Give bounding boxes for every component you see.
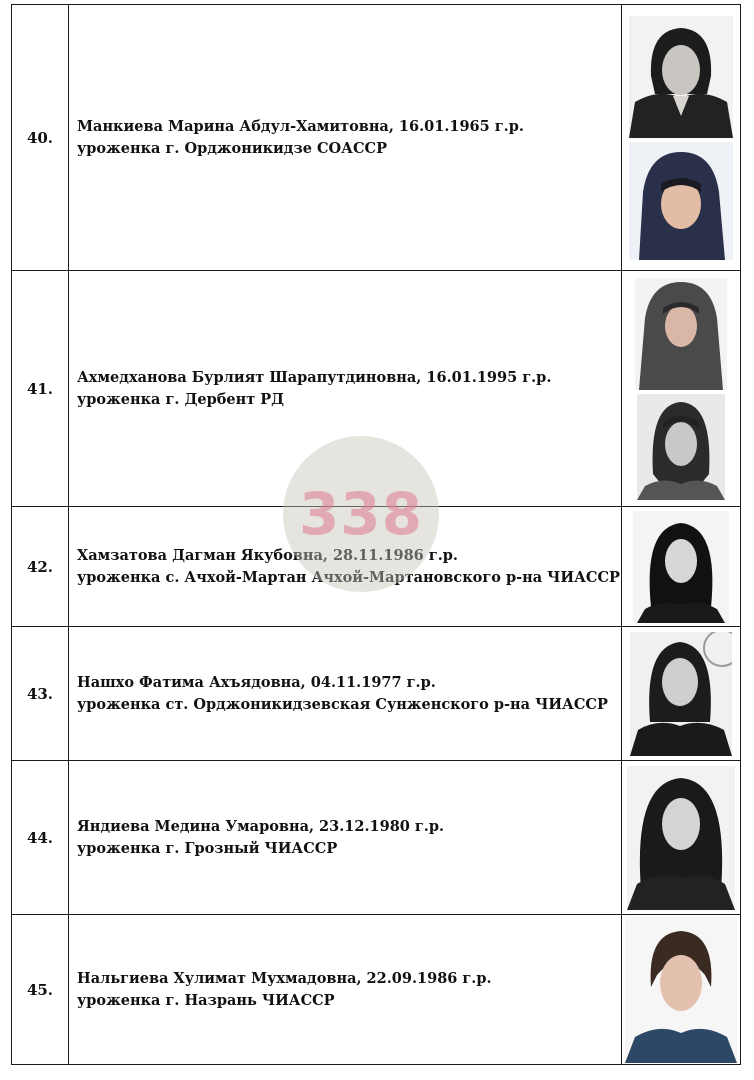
person-name-dob: Нальгиева Хулимат Мухмадовна, 22.09.1986 г.р. <box>77 969 492 987</box>
person-name-dob: Нашхо Фатима Ахъядовна, 04.11.1977 г.р. <box>77 673 436 691</box>
person-name-dob: Яндиева Медина Умаровна, 23.12.1980 г.р. <box>77 817 445 835</box>
portrait-photo <box>625 917 737 1063</box>
portrait-photo <box>629 142 733 260</box>
photo-cell <box>622 761 741 915</box>
person-info <box>69 627 622 761</box>
portrait-photo <box>637 394 725 500</box>
table-row <box>12 915 741 1065</box>
row-number: 45. <box>12 915 69 1065</box>
portrait-photo <box>630 632 732 756</box>
person-info <box>69 761 622 915</box>
photo-cell <box>622 915 741 1065</box>
portrait-photo <box>635 278 727 390</box>
row-number: 41. <box>12 271 69 507</box>
table-row <box>12 761 741 915</box>
person-birthplace: уроженка с. Ачхой-Мартан Ачхой-Мартановского р-на ЧИАССР <box>77 568 620 586</box>
row-number: 43. <box>12 627 69 761</box>
photo-cell <box>622 5 741 271</box>
person-birthplace: уроженка г. Назрань ЧИАССР <box>77 991 335 1009</box>
portrait-photo <box>629 16 733 138</box>
row-number: 40. <box>12 5 69 271</box>
portrait-photo <box>627 766 735 910</box>
person-birthplace: уроженка г. Орджоникидзе СОАССР <box>77 139 387 157</box>
portrait-photo <box>633 511 729 623</box>
person-birthplace: уроженка г. Грозный ЧИАССР <box>77 839 338 857</box>
photo-cell <box>622 627 741 761</box>
person-name-dob: Манкиева Марина Абдул-Хамитовна, 16.01.1965 г.р. <box>77 117 524 135</box>
person-birthplace: уроженка г. Дербент РД <box>77 390 285 408</box>
person-name-dob: Хамзатова Дагман Якубовна, 28.11.1986 г.р. <box>77 546 458 564</box>
photo-cell <box>622 507 741 627</box>
table-row <box>12 627 741 761</box>
photo-cell <box>622 271 741 507</box>
person-info <box>69 915 622 1065</box>
watermark-text: 338 <box>298 480 424 548</box>
row-number: 42. <box>12 507 69 627</box>
row-number: 44. <box>12 761 69 915</box>
table-row <box>12 5 741 271</box>
person-name-dob: Ахмедханова Бурлият Шарапутдиновна, 16.01.1995 г.р. <box>77 368 552 386</box>
person-info <box>69 5 622 271</box>
person-birthplace: уроженка ст. Орджоникидзевская Сунженского р-на ЧИАССР <box>77 695 608 713</box>
watermark-seal <box>283 436 439 592</box>
